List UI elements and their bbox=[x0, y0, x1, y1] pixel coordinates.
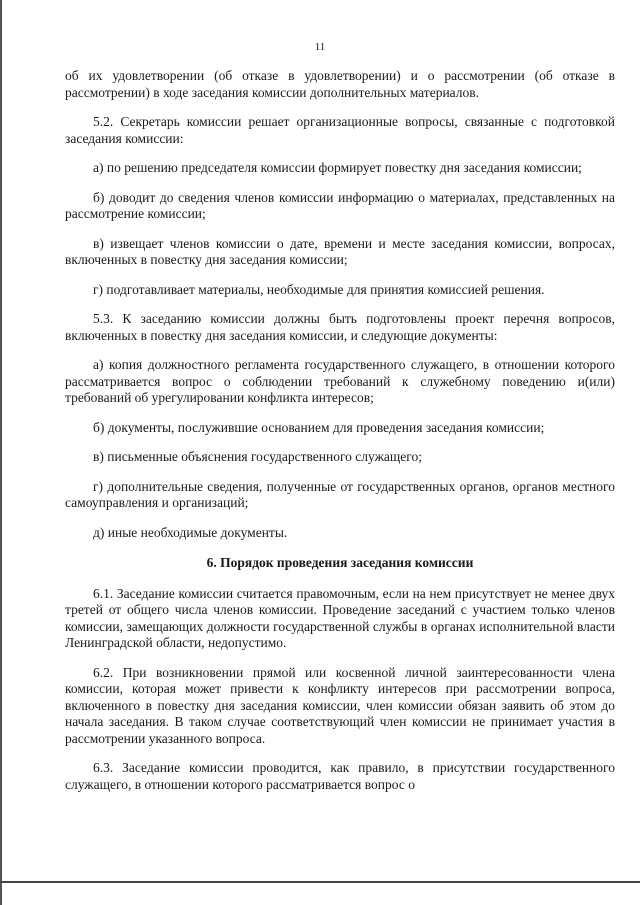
page-number: 11 bbox=[314, 41, 326, 53]
section-heading: 6. Порядок проведения заседания комиссии bbox=[206, 555, 474, 570]
list-item-a: а) копия должностного регламента государственного служащего, в отношении которого рассматривается вопрос о соблюдении требований к служебному поведению и(или) требований об урегулировании конфликта интересов; bbox=[65, 357, 615, 405]
list-item-b: б) доводит до сведения членов комиссии информацию о материалах, представленных на рассмотрение комиссии; bbox=[65, 189, 615, 221]
document-body bbox=[65, 68, 615, 806]
list-item-a: а) по решению председателя комиссии формирует повестку дня заседания комиссии; bbox=[93, 160, 582, 175]
list-item-b: б) документы, послужившие основанием для проведения заседания комиссии; bbox=[93, 419, 545, 435]
paragraph-5-3: 5.3. К заседанию комиссии должны быть подготовлены проект перечня вопросов, включенных в повестку дня заседания комиссии, и следующие документы: bbox=[65, 311, 615, 343]
list-item-v: в) письменные объяснения государственного служащего; bbox=[93, 449, 423, 464]
list-item-g: г) дополнительные сведения, полученные от государственных органов, органов местного самоуправления и организаций; bbox=[65, 478, 615, 510]
scan-left-edge bbox=[0, 0, 2, 905]
list-item-g: г) подготавливает материалы, необходимые для принятия комиссией решения. bbox=[93, 281, 545, 297]
paragraph-5-2: 5.2. Секретарь комиссии решает организационные вопросы, связанные с подготовкой заседания комиссии: bbox=[65, 114, 615, 146]
paragraph-6-3: 6.3. Заседание комиссии проводится, как правило, в присутствии государственного служащего, в отношении которого рассматривается вопрос о bbox=[65, 760, 615, 792]
paragraph-6-2: 6.2. При возникновении прямой или косвенной личной заинтересованности члена комиссии, которая может привести к конфликту интересов при рассмотрении вопроса, включенного в повестку дня заседания комиссии, член комиссии обязан заявить об этом до начала заседания. В таком случае соответствующий член комиссии не принимает участия в рассмотрении указанного вопроса. bbox=[65, 664, 615, 746]
list-item-d: д) иные необходимые документы. bbox=[93, 524, 288, 540]
scan-bottom-edge bbox=[0, 881, 640, 883]
list-item-v: в) извещает членов комиссии о дате, времени и месте заседания комиссии, вопросах, включенных в повестку дня заседания комиссии; bbox=[65, 235, 615, 267]
paragraph: об их удовлетворении (об отказе в удовлетворении) и о рассмотрении (об отказе в рассмотрении) в ходе заседания комиссии дополнительных материалов. bbox=[65, 68, 615, 100]
paragraph-6-1: 6.1. Заседание комиссии считается правомочным, если на нем присутствует не менее двух третей от общего числа членов комиссии. Проведение заседаний с участием только членов комиссии, замещающих должности государственной службы в органах исполнительной власти Ленинградской области, недопустимо. bbox=[65, 585, 615, 650]
